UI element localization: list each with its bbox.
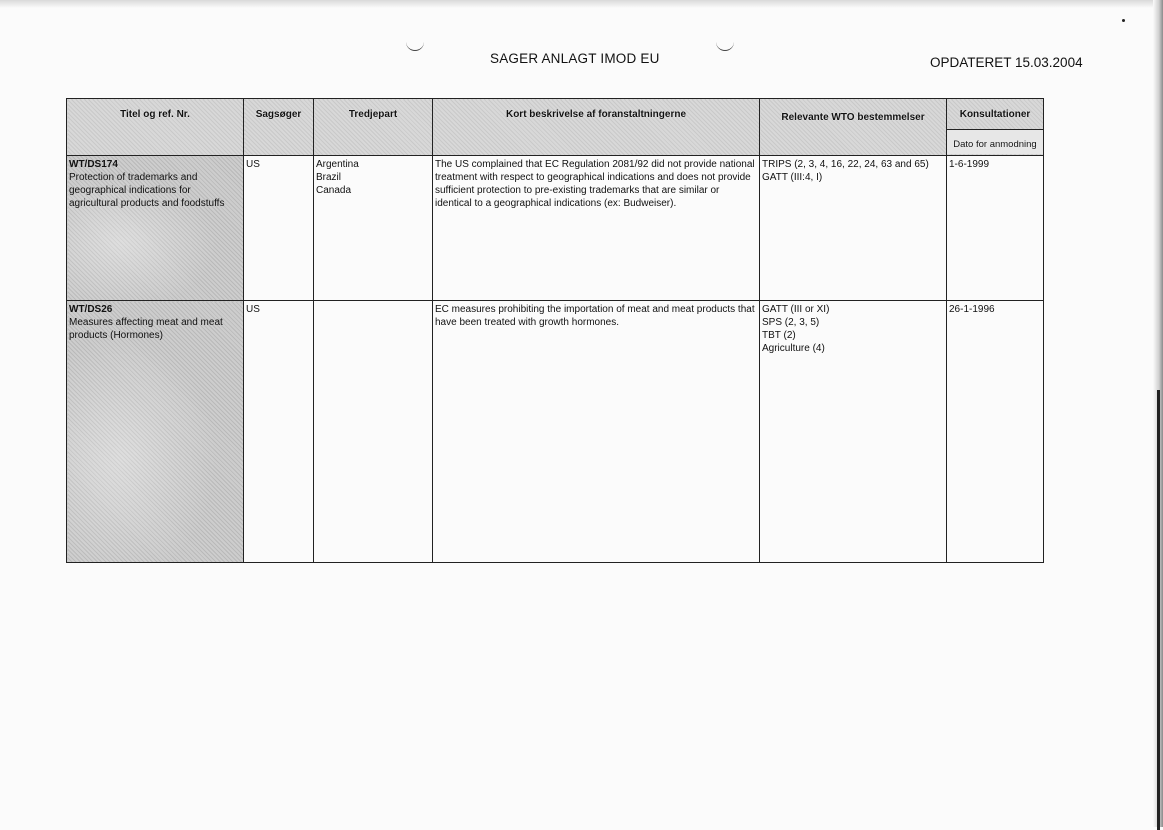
consultations-label: Konsultationer bbox=[947, 99, 1043, 130]
third-party: Argentina bbox=[316, 159, 359, 170]
third-party-cell bbox=[314, 156, 433, 301]
col-header-title: Titel og ref. Nr. bbox=[67, 99, 244, 156]
case-title: Protection of trademarks and geographical indications for agricultural products and foodstuffs bbox=[69, 172, 225, 209]
third-party: Canada bbox=[316, 185, 352, 196]
wto-provisions-cell bbox=[760, 301, 947, 563]
case-title-cell bbox=[67, 301, 244, 563]
wto-provision: Agriculture (4) bbox=[762, 343, 825, 354]
case-id: WT/DS174 bbox=[69, 159, 118, 170]
third-party: Brazil bbox=[316, 172, 342, 183]
plaintiff-cell: US bbox=[244, 301, 314, 563]
request-date-cell: 26-1-1996 bbox=[947, 301, 1044, 563]
description-cell: EC measures prohibiting the importation of meat and meat products that have been treated with growth hormones. bbox=[433, 301, 760, 563]
request-date-cell: 1-6-1999 bbox=[947, 156, 1044, 301]
description-cell: The US complained that EC Regulation 2081/92 did not provide national treatment with respect to geographical indications and does not provide sufficient protection to pre-existing trademarks that are similar or identical to a geographical indications (ex: Budweiser). bbox=[433, 156, 760, 301]
wto-provision: GATT (III:4, I) bbox=[762, 172, 823, 183]
col-header-consultations bbox=[947, 99, 1044, 156]
request-date-label: Dato for anmodning bbox=[947, 130, 1043, 154]
third-party-cell bbox=[314, 301, 433, 563]
case-title: Measures affecting meat and meat products (Hormones) bbox=[69, 317, 223, 341]
wto-provision: TBT (2) bbox=[762, 330, 796, 341]
cases-table bbox=[66, 98, 1044, 563]
wto-provisions-cell bbox=[760, 156, 947, 301]
col-header-plaintiff: Sagsøger bbox=[244, 99, 314, 156]
case-title-cell bbox=[67, 156, 244, 301]
scan-mark bbox=[716, 40, 734, 51]
col-header-description: Kort beskrivelse af foranstaltningerne bbox=[433, 99, 760, 156]
col-header-wto-provisions: Relevante WTO bestemmelser bbox=[760, 99, 947, 156]
table-header-row bbox=[67, 99, 1044, 156]
scan-mark bbox=[406, 40, 424, 51]
updated-date: OPDATERET 15.03.2004 bbox=[930, 55, 1083, 70]
table-row bbox=[67, 156, 1044, 301]
col-header-third-party: Tredjepart bbox=[314, 99, 433, 156]
wto-provision: SPS (2, 3, 5) bbox=[762, 317, 820, 328]
wto-provision: GATT (III or XI) bbox=[762, 304, 830, 315]
scan-speck bbox=[1122, 19, 1125, 22]
scan-right-shadow bbox=[1157, 390, 1160, 830]
case-id: WT/DS26 bbox=[69, 304, 113, 315]
scan-top-edge bbox=[0, 0, 1163, 8]
table-row bbox=[67, 301, 1044, 563]
document-title: SAGER ANLAGT IMOD EU bbox=[490, 51, 660, 66]
plaintiff-cell: US bbox=[244, 156, 314, 301]
wto-provision: TRIPS (2, 3, 4, 16, 22, 24, 63 and 65) bbox=[762, 159, 929, 170]
